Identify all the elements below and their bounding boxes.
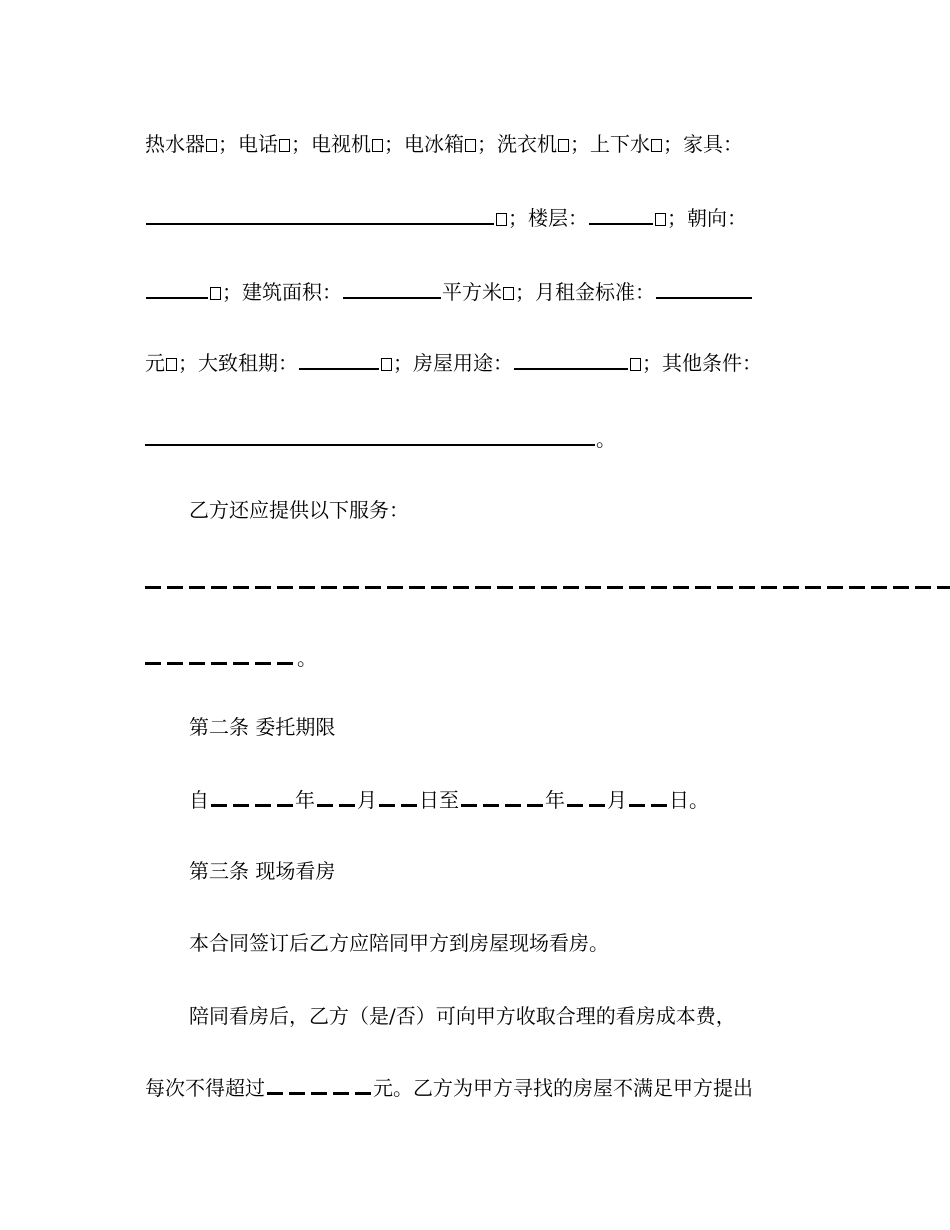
usage-label: ；房屋用途： [393, 351, 513, 375]
rent-blank[interactable] [656, 277, 752, 299]
paragraph-fee-limit [145, 1074, 753, 1102]
period-line [189, 786, 709, 814]
checkbox-term[interactable] [381, 358, 392, 371]
orientation-blank[interactable] [146, 277, 208, 299]
checkbox-floor[interactable] [655, 213, 666, 226]
area-rent-line [145, 277, 753, 305]
floor-label: ；楼层： [508, 206, 588, 230]
term-label: ；大致租期： [178, 351, 298, 375]
checkbox-orientation[interactable] [210, 287, 221, 300]
period-month2: 月 [607, 788, 627, 812]
area-label: ；建筑面积： [222, 280, 342, 304]
usage-blank[interactable] [514, 348, 628, 370]
checkbox-water-heater[interactable] [206, 139, 217, 152]
term-blank[interactable] [299, 348, 379, 370]
item-phone: ；电话 [218, 132, 278, 156]
furniture-blank[interactable] [146, 203, 494, 225]
furniture-floor-line [145, 203, 747, 231]
checkbox-usage[interactable] [630, 358, 641, 371]
fee-limit-prefix: 每次不得超过 [145, 1076, 265, 1100]
term-usage-line [145, 348, 762, 376]
paragraph-viewing-fee: 陪同看房后，乙方（是/否）可向甲方收取合理的看房成本费， [189, 1004, 736, 1028]
paragraph-viewing: 本合同签订后乙方应陪同甲方到房屋现场看房。 [189, 931, 609, 955]
other-conditions-blank[interactable] [145, 424, 595, 446]
item-washer: ；洗衣机 [477, 132, 557, 156]
start-day-blank[interactable] [379, 789, 417, 807]
checkbox-washer[interactable] [558, 139, 569, 152]
period-year1: 年 [295, 788, 315, 812]
area-unit: 平方米 [442, 280, 502, 304]
end-month-blank[interactable] [567, 789, 605, 807]
checkbox-tv[interactable] [372, 139, 383, 152]
period-month1: 月 [357, 788, 377, 812]
end-day-blank[interactable] [629, 789, 667, 807]
area-blank[interactable] [343, 277, 441, 299]
item-furniture: ；家具： [663, 132, 743, 156]
end-year-blank[interactable] [461, 789, 543, 807]
start-year-blank[interactable] [211, 789, 293, 807]
currency-unit: 元 [145, 351, 165, 375]
period-year2: 年 [545, 788, 565, 812]
checkbox-plumbing[interactable] [651, 139, 662, 152]
checkbox-furniture[interactable] [496, 213, 507, 226]
services-heading: 乙方还应提供以下服务： [189, 498, 409, 522]
period-from: 自 [189, 788, 209, 812]
orientation-label: ；朝向： [667, 206, 747, 230]
floor-blank[interactable] [589, 203, 653, 225]
period-mark: 。 [596, 427, 616, 451]
article3-title: 第三条 现场看房 [189, 859, 336, 883]
item-fridge: ；电冰箱 [384, 132, 464, 156]
fee-amount-blank[interactable] [267, 1077, 371, 1095]
item-plumbing: ；上下水 [570, 132, 650, 156]
services-dashed-blank[interactable] [145, 586, 950, 590]
checkbox-fridge[interactable] [465, 139, 476, 152]
checkbox-phone[interactable] [279, 139, 290, 152]
checkbox-rent[interactable] [166, 358, 177, 371]
services-end-mark: 。 [297, 646, 317, 670]
services-end-line [145, 644, 317, 672]
services-dashed-blank-end[interactable] [145, 647, 295, 665]
item-water-heater: 热水器 [145, 132, 205, 156]
item-tv: ；电视机 [291, 132, 371, 156]
other-label: ；其他条件： [642, 351, 762, 375]
period-day1: 日至 [419, 788, 459, 812]
other-conditions-line [145, 424, 616, 452]
rent-label: ；月租金标准： [515, 280, 655, 304]
checkbox-area[interactable] [503, 287, 514, 300]
fee-limit-suffix: 元。乙方为甲方寻找的房屋不满足甲方提出 [373, 1076, 753, 1100]
period-day2: 日。 [669, 788, 709, 812]
start-month-blank[interactable] [317, 789, 355, 807]
article2-title: 第二条 委托期限 [189, 715, 336, 739]
facilities-line [145, 130, 743, 158]
